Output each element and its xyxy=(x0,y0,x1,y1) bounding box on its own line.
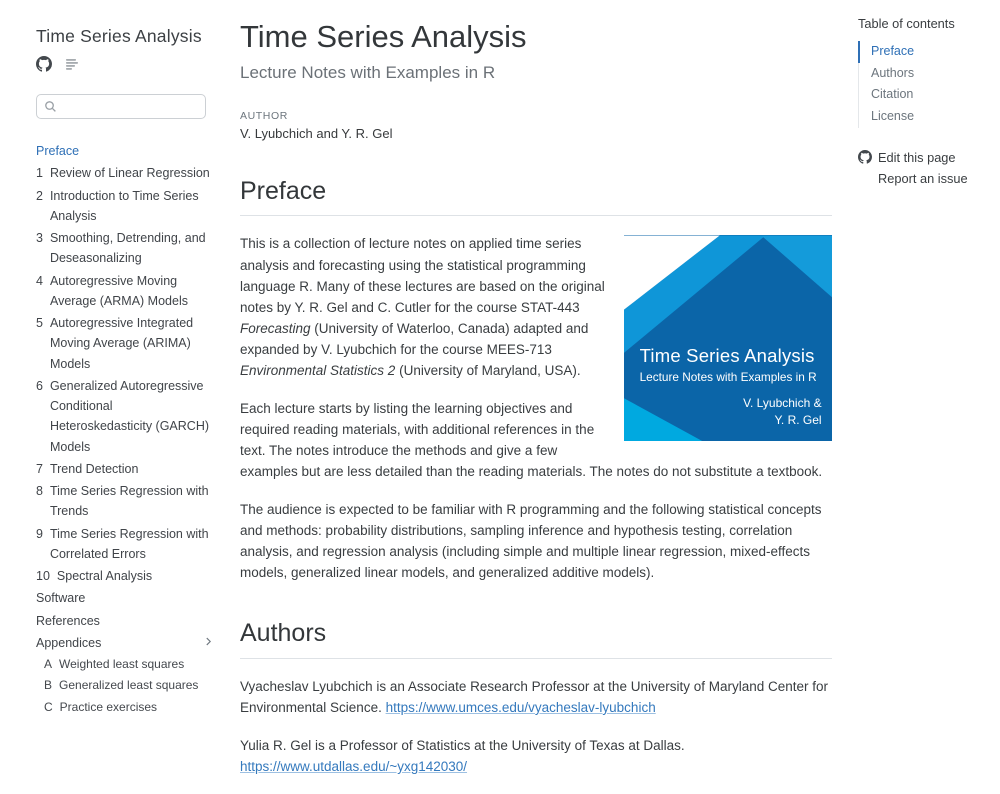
cover-title: Time Series Analysis xyxy=(639,344,815,366)
authors-paragraph-1 xyxy=(240,676,832,718)
cover-authors: V. Lyubchich & Y. R. Gel xyxy=(743,395,822,428)
text-segment: Vyacheslav Lyubchich is an Associate Research Professor at the University of Maryland Center for Environmental Science. xyxy=(240,678,829,715)
sidebar-item-appendix-c[interactable]: C Practice exercises xyxy=(44,699,158,714)
reader-mode-icon[interactable] xyxy=(64,56,80,72)
text-segment: Yulia R. Gel is a Professor of Statistics at the University of Texas at Dallas. xyxy=(240,738,685,754)
book-cover xyxy=(624,235,832,441)
sidebar-item-appendix-a[interactable]: A Weighted least squares xyxy=(44,657,185,671)
page-subtitle: Lecture Notes with Examples in R xyxy=(240,62,496,82)
active-indicator xyxy=(858,41,860,63)
text-segment: (University of Waterloo, Canada) adapted and expanded by V. Lyubchich for the course MEES-713 xyxy=(240,320,589,357)
text-segment: This is a collection of lecture notes on applied time series analysis and forecasting using the statistical programming language R. Many of these lectures are based on the original notes by Y. R. Gel and C. Cutler for the course STAT-443 xyxy=(240,236,605,315)
sidebar-item-ch6[interactable]: 6 Generalized Autoregressive Conditional Heteroskedasticity (GARCH) Models xyxy=(36,378,210,454)
sidebar-item-ch8[interactable]: 8 Time Series Regression with Trends xyxy=(36,484,209,519)
text-segment: Each lecture starts by listing the learning objectives and required reading materials, with additional references in the text. The notes introduce the methods and give a few examples but are less detailed than the reading materials. The notes do not substitute a textbook. xyxy=(240,400,823,479)
emphasis-text: Forecasting xyxy=(240,320,311,336)
toc-item-citation[interactable]: Citation xyxy=(871,87,914,102)
toc-list xyxy=(858,41,994,128)
sidebar-item-ch7[interactable]: 7 Trend Detection xyxy=(36,461,139,476)
search-box xyxy=(36,94,206,119)
search-icon xyxy=(44,100,57,118)
sidebar-item-ch10[interactable]: 10 Spectral Analysis xyxy=(36,569,153,583)
main-content xyxy=(240,20,832,794)
sidebar-item-references[interactable]: References xyxy=(36,613,100,628)
authors-paragraph-2 xyxy=(240,735,832,777)
sidebar-item-preface[interactable]: Preface xyxy=(36,144,80,158)
page-title: Time Series Analysis xyxy=(240,19,527,54)
cover-subtitle: Lecture Notes with Examples in R xyxy=(639,369,817,384)
github-icon[interactable] xyxy=(36,56,52,72)
report-an-issue-link[interactable]: Report an issue xyxy=(878,170,968,186)
book-title: Time Series Analysis xyxy=(36,26,202,46)
author-name: V. Lyubchich and Y. R. Gel xyxy=(240,125,393,141)
page-toc xyxy=(858,16,994,192)
sidebar-item-ch3[interactable]: 3 Smoothing, Detrending, and Deseasonalizing xyxy=(36,231,206,266)
toc-item-preface[interactable]: Preface xyxy=(859,41,994,63)
preface-heading: Preface xyxy=(240,177,832,217)
toc-links xyxy=(858,150,994,186)
github-icon xyxy=(858,150,872,164)
inline-link[interactable]: https://www.utdallas.edu/~yxg142030/ xyxy=(240,759,468,775)
toc-item-license[interactable]: License xyxy=(871,108,915,123)
chevron-right-icon[interactable] xyxy=(203,633,214,653)
search-input[interactable] xyxy=(36,94,206,119)
sidebar-item-ch4[interactable]: 4 Autoregressive Moving Average (ARMA) Models xyxy=(36,273,188,308)
emphasis-text: Environmental Statistics 2 xyxy=(240,362,396,378)
authors-heading: Authors xyxy=(240,619,832,659)
toc-heading: Table of contents xyxy=(858,16,955,31)
sidebar-item-ch1[interactable]: 1 Review of Linear Regression xyxy=(36,166,210,181)
sidebar-item-software[interactable]: Software xyxy=(36,591,86,606)
inline-link[interactable]: https://www.umces.edu/vyacheslav-lyubchich xyxy=(385,699,656,715)
author-label: AUTHOR xyxy=(240,109,288,122)
edit-this-page-link[interactable]: Edit this page xyxy=(858,150,994,165)
preface-paragraph-3 xyxy=(240,499,832,583)
sidebar-item-appendices[interactable]: Appendices xyxy=(36,633,214,653)
sidebar-tools xyxy=(36,56,214,72)
sidebar-item-appendix-b[interactable]: B Generalized least squares xyxy=(44,678,199,693)
chapter-nav xyxy=(36,141,214,717)
cover-text xyxy=(640,345,822,430)
sidebar-item-ch2[interactable]: 2 Introduction to Time Series Analysis xyxy=(36,188,199,223)
sidebar-item-ch5[interactable]: 5 Autoregressive Integrated Moving Average (ARIMA) Models xyxy=(36,316,194,371)
toc-item-authors[interactable]: Authors xyxy=(871,65,915,80)
text-segment: The audience is expected to be familiar with R programming and the following statistical concepts and methods: probability distributions, sampling inference and hypothesis testing, correlation analysis, and regression analysis (including simple and multiple linear regression, mixed-effects models, generalized linear models, and generalized additive models). xyxy=(240,501,822,581)
sidebar-item-ch9[interactable]: 9 Time Series Regression with Correlated Errors xyxy=(36,526,209,561)
text-segment: (University of Maryland, USA). xyxy=(395,362,581,378)
left-sidebar xyxy=(36,26,214,719)
